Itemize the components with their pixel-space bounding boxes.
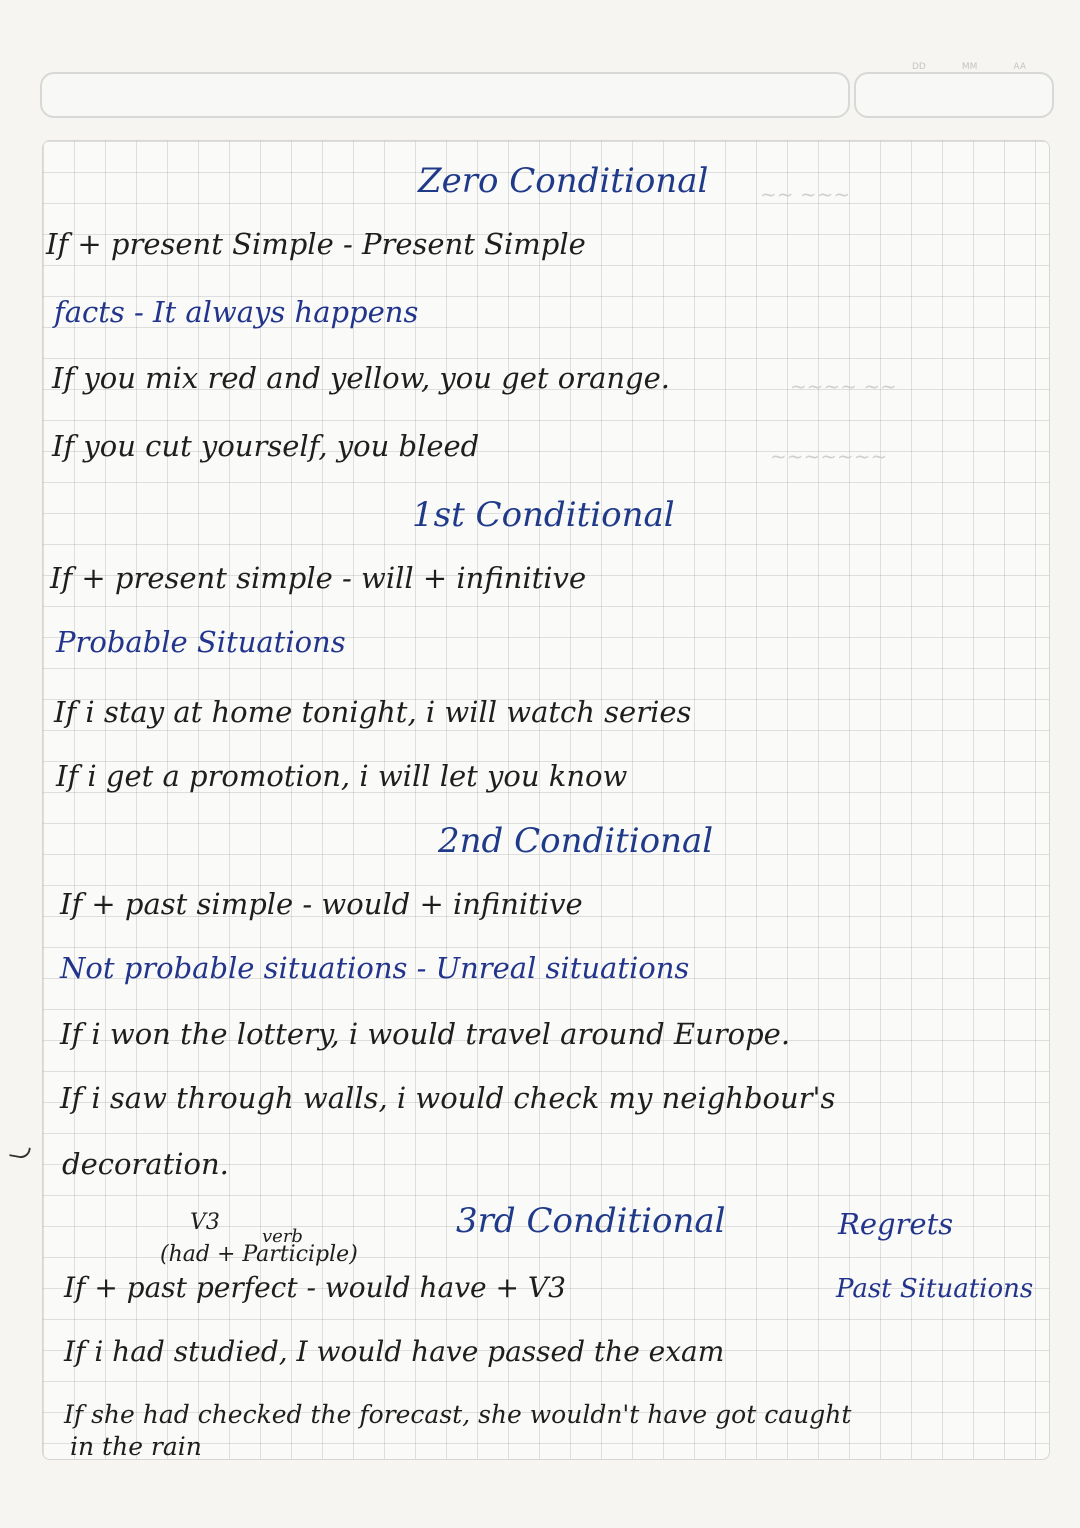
first-conditional-formula: If + present simple - will + infinitive [50,561,587,595]
first-conditional-example-1: If i stay at home tonight, i will watch series [54,695,692,729]
zero-conditional-title: Zero Conditional [418,161,709,201]
v3-label: V3 [190,1210,220,1235]
date-month-label: MM [961,62,978,72]
past-situations-label: Past Situations [836,1274,1034,1304]
third-conditional-example-1: If i had studied, I would have passed the exam [64,1335,725,1368]
zero-conditional-formula: If + present Simple - Present Simple [46,227,586,261]
first-conditional-example-2: If i get a promotion, i will let you know [56,759,628,793]
bleed-through-mark: ~~~~~~~ [770,444,888,468]
zero-conditional-example-2: If you cut yourself, you bleed [52,429,480,463]
date-day-label: DD [912,62,926,72]
verb-label: verb [262,1226,303,1247]
second-conditional-example-2b: decoration. [62,1147,229,1181]
zero-conditional-example-1: If you mix red and yellow, you get orange. [52,361,670,395]
third-conditional-example-2b: in the rain [70,1432,202,1461]
check-mark-icon [9,1144,31,1159]
second-conditional-formula: If + past simple - would + infinitive [60,887,583,921]
second-conditional-example-2a: If i saw through walls, i would check my neighbour's [60,1081,836,1115]
third-conditional-title: 3rd Conditional [456,1201,726,1241]
date-labels [894,62,1044,72]
regrets-label: Regrets [838,1207,954,1241]
second-conditional-example-1: If i won the lottery, i would travel around Europe. [60,1017,791,1051]
bleed-through-mark: ~~ ~~~ [760,182,851,206]
date-year-label: AA [1013,62,1026,72]
second-conditional-usage: Not probable situations - Unreal situations [60,951,690,985]
second-conditional-title: 2nd Conditional [438,821,714,861]
bleed-through-mark: ~~~~ ~~ [790,374,897,398]
third-conditional-formula: If + past perfect - would have + V3 [64,1271,566,1304]
first-conditional-usage: Probable Situations [56,625,346,659]
header-title-field [40,72,850,118]
first-conditional-title: 1st Conditional [412,495,675,535]
header-date-field [854,72,1054,118]
zero-conditional-usage: facts - It always happens [54,295,419,329]
third-conditional-example-2a: If she had checked the forecast, she wouldn't have got caught [64,1400,852,1429]
had-participle-label: (had + Participle) [160,1242,358,1267]
